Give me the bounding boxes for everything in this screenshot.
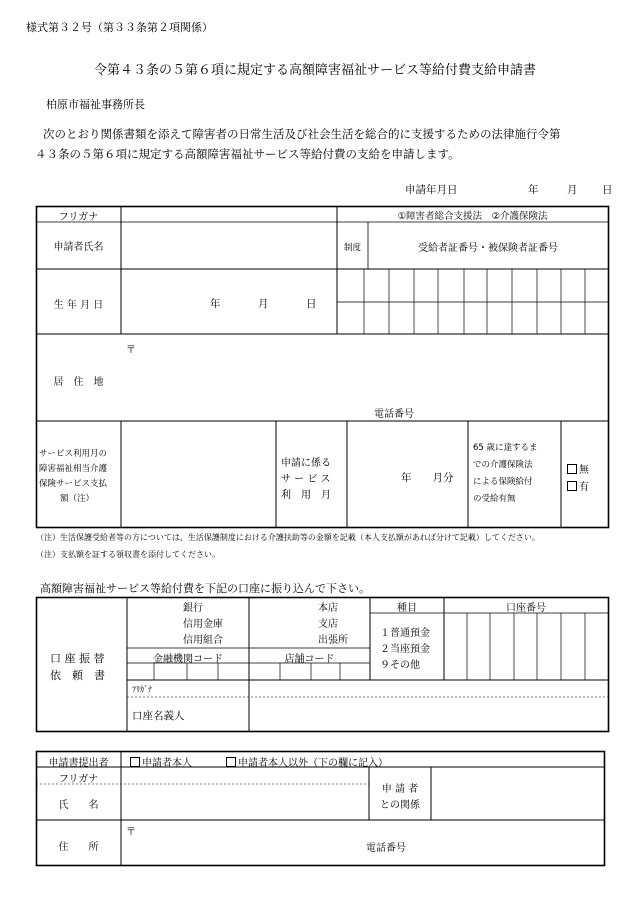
birth-day: 日 (306, 298, 317, 310)
service-year-month[interactable]: 年 月分 (401, 472, 454, 484)
bank-type-bank: 銀行 (183, 603, 203, 614)
branch-type-branch: 支店 (318, 619, 338, 630)
request-label-2: 依 頼 書 (50, 669, 105, 682)
address-phone-label: 電話番号 (374, 409, 414, 420)
care-label-line: での介護保険法 (473, 460, 533, 470)
page-title: 令第４３条の５第６項に規定する高額障害福祉サービス等給付費支給申請書 (93, 63, 536, 78)
bank-type-kumiai: 信用組合 (183, 635, 223, 646)
branch-code-label: 店舗コード (284, 654, 335, 665)
date-label: 申請年月日 (405, 184, 458, 196)
law-options: ①障害者総合支援法 ②介護保険法 (397, 211, 548, 222)
submitter-postal-mark: 〒 (126, 827, 136, 838)
bank-type-shinkin: 信用金庫 (183, 619, 223, 630)
intro-line-2: ４３条の５第６項に規定する高額障害福祉サービス等給付費の支給を申請します。 (35, 147, 460, 161)
birth-month: 月 (258, 298, 269, 310)
holder-furigana-label: ﾌﾘｶﾞﾅ (132, 685, 152, 694)
date-year: 年 (528, 184, 539, 196)
account-type-other[interactable]: ９その他 (380, 660, 420, 671)
care-option-none[interactable] (567, 461, 589, 476)
submitter-name-field[interactable] (122, 768, 368, 819)
note-1: （注）生活保護受給者等の方については、生活保護制度における介護扶助等の金額を記載（本人支払額があれば分けて記載）してください。 (36, 533, 540, 542)
address-label: 居 住 地 (53, 377, 104, 388)
note-2: （注）支払額を証する領収書を添付してください。 (36, 550, 220, 559)
account-number-label: 口座番号 (506, 603, 546, 614)
submitter-option-other[interactable] (226, 754, 388, 769)
postal-mark: 〒 (126, 345, 136, 356)
relation-label-2: との関係 (380, 800, 420, 811)
birthdate-field[interactable] (122, 270, 336, 333)
checkbox-icon (567, 464, 577, 474)
relation-label-1: 申 請 者 (381, 784, 419, 795)
furigana-label: フリガナ (58, 212, 99, 223)
amount-label-line: 保険サービス支払 (39, 479, 108, 489)
submitter-phone-label: 電話番号 (366, 843, 406, 854)
applicant-name-label: 申請者氏名 (53, 242, 104, 253)
care-option-yes[interactable] (567, 478, 589, 493)
request-label-1: 口 座 振 替 (50, 652, 105, 665)
submitter-option-self[interactable] (130, 754, 192, 769)
system-label: 制度 (343, 243, 361, 253)
option-label: 有 (579, 482, 589, 493)
account-holder-label: 口座名義人 (132, 710, 185, 722)
form-number: 様式第３２号（第３３条第２項関係） (26, 21, 213, 34)
submitter-name-label: 氏 名 (58, 800, 99, 811)
care-label-line: 65 歳に達するま (473, 443, 538, 453)
institution-code-label: 金融機関コード (153, 654, 223, 665)
submitter-furigana-label: フリガナ (58, 774, 99, 785)
service-amount-field[interactable] (122, 422, 275, 526)
account-type-label: 種目 (397, 603, 417, 614)
amount-label-line: サービス利用月の (39, 449, 108, 459)
option-label: 申請者本人 (142, 758, 192, 769)
month-label-line: サ ー ビ ス (281, 474, 331, 485)
intro-line-1: 次のとおり関係書類を添えて障害者の日常生活及び社会生活を総合的に支援するための法律施行令第 (43, 127, 561, 141)
bank-instruction: 高額障害福祉サービス等給付費を下記の口座に振り込んで下さい。 (40, 582, 370, 595)
applicant-name-field[interactable] (122, 223, 336, 268)
account-type-ordinary[interactable]: １普通預金 (380, 628, 430, 639)
amount-label-line: 障害福祉相当介護 (39, 464, 108, 474)
month-label-line: 申請に係る (281, 458, 331, 469)
birthdate-label: 生 年 月 日 (53, 300, 104, 311)
month-label-line: 利 用 月 (281, 490, 331, 501)
date-day: 日 (602, 184, 613, 196)
branch-type-office: 出張所 (318, 635, 348, 646)
option-label: 無 (579, 465, 589, 476)
certificate-number-label: 受給者証番号・被保険者証番号 (418, 243, 558, 254)
submitter-label: 申請書提出者 (48, 758, 109, 769)
submitter-address-label: 住 所 (58, 842, 99, 853)
date-month: 月 (567, 184, 578, 196)
care-label-line: の受給有無 (473, 494, 516, 504)
amount-label-line: 額（注） (60, 494, 95, 504)
checkbox-icon (130, 757, 140, 767)
option-label: 申請者本人以外（下の欄に記入） (238, 758, 388, 769)
account-holder-field[interactable] (250, 681, 607, 731)
relation-field[interactable] (432, 768, 603, 819)
addressee: 柏原市福祉事務所長 (46, 98, 145, 111)
address-field[interactable] (122, 335, 607, 420)
birth-year: 年 (210, 298, 221, 310)
account-type-current[interactable]: ２当座預金 (380, 644, 430, 655)
checkbox-icon (226, 757, 236, 767)
submitter-address-field[interactable] (122, 821, 603, 865)
care-label-line: による保険給付 (473, 477, 533, 487)
branch-type-main: 本店 (318, 603, 338, 614)
checkbox-icon (567, 481, 577, 491)
